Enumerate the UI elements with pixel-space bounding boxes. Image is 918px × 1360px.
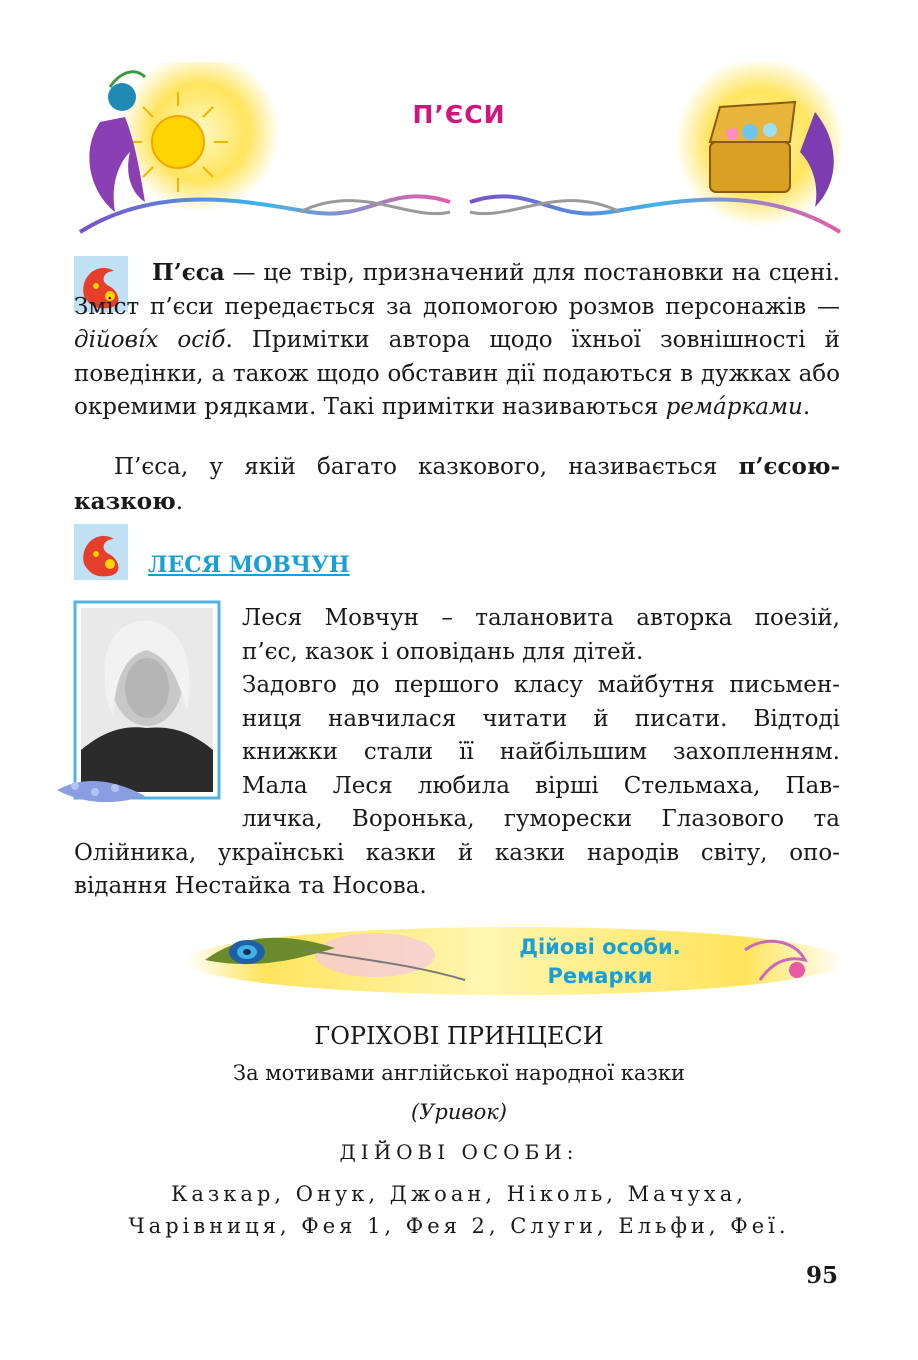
author-bio: [74, 602, 840, 904]
play-subtitle: За мотивами англійської народної казки: [233, 1061, 685, 1085]
play-excerpt-note: (Уривок): [411, 1100, 507, 1124]
bio-line: личка, Воронька, гуморески Глазового та: [242, 806, 840, 832]
header-ornament: [70, 62, 850, 237]
term-piesa-kazka: п’єсою-казкою: [74, 453, 840, 515]
term-diiovi-osoby: дійові́х осіб: [74, 327, 226, 353]
bio-line: ниця навчилася читати й писати. Відтоді: [242, 705, 840, 732]
definition-paragraph-2: [74, 450, 840, 519]
cast-line: Чарівниця, Фея 1, Фея 2, Слуги, Ельфи, Феї.: [128, 1214, 790, 1238]
page-title: П’ЄСИ: [412, 100, 506, 129]
definition-text-1: — це твір, призначений для постановки на сцені. Зміст п’єси передається за допомогою розмов персонажів —: [74, 260, 840, 320]
bio-line: Мала Леся любила вірші Стельмаха, Пав-: [242, 772, 840, 799]
cast-list: [0, 1178, 918, 1242]
section-title-line2: Ремарки: [547, 964, 653, 988]
paisley-marker-icon: [74, 524, 128, 580]
cast-heading: ДІЙОВІ ОСОБИ:: [339, 1140, 579, 1164]
definition-paragraph: [74, 256, 840, 425]
cast-line: Казкар, Онук, Джоан, Ніколь, Мачуха,: [171, 1182, 747, 1206]
bio-line: відання Нестайка та Носова.: [74, 873, 427, 899]
term-remarky: ремáрками: [665, 394, 803, 420]
author-name-link[interactable]: ЛЕСЯ МОВЧУН: [148, 552, 350, 578]
play-title: ГОРІХОВІ ПРИНЦЕСИ: [314, 1022, 604, 1050]
bio-line: Задовго до першого класу майбутня письмен-: [242, 672, 840, 698]
section-title: [470, 933, 730, 991]
definition-text-2: . Примітки автора щодо їхньої зовнішності й поведінки, а також щодо обставин дії подаються в дужках або окремими рядками. Такі примітки називаються: [74, 327, 840, 420]
term-piesa: П’єса: [152, 259, 225, 286]
section-title-line1: Дійові особи.: [519, 935, 681, 959]
page-number: 95: [805, 1262, 838, 1289]
definition2-text: П’єса, у якій багато казкового, називається: [114, 454, 739, 480]
definition-text-3: .: [802, 394, 811, 420]
bio-line: книжки стали її найбільшим захопленням.: [242, 739, 840, 765]
definition2-end: .: [175, 488, 184, 515]
bio-line: Леся Мовчун – талановита авторка поезій,: [242, 605, 840, 631]
bio-line: Олійника, українські казки й казки народів світу, опо-: [74, 839, 840, 866]
bio-line: п’єс, казок і оповідань для дітей.: [242, 638, 644, 665]
